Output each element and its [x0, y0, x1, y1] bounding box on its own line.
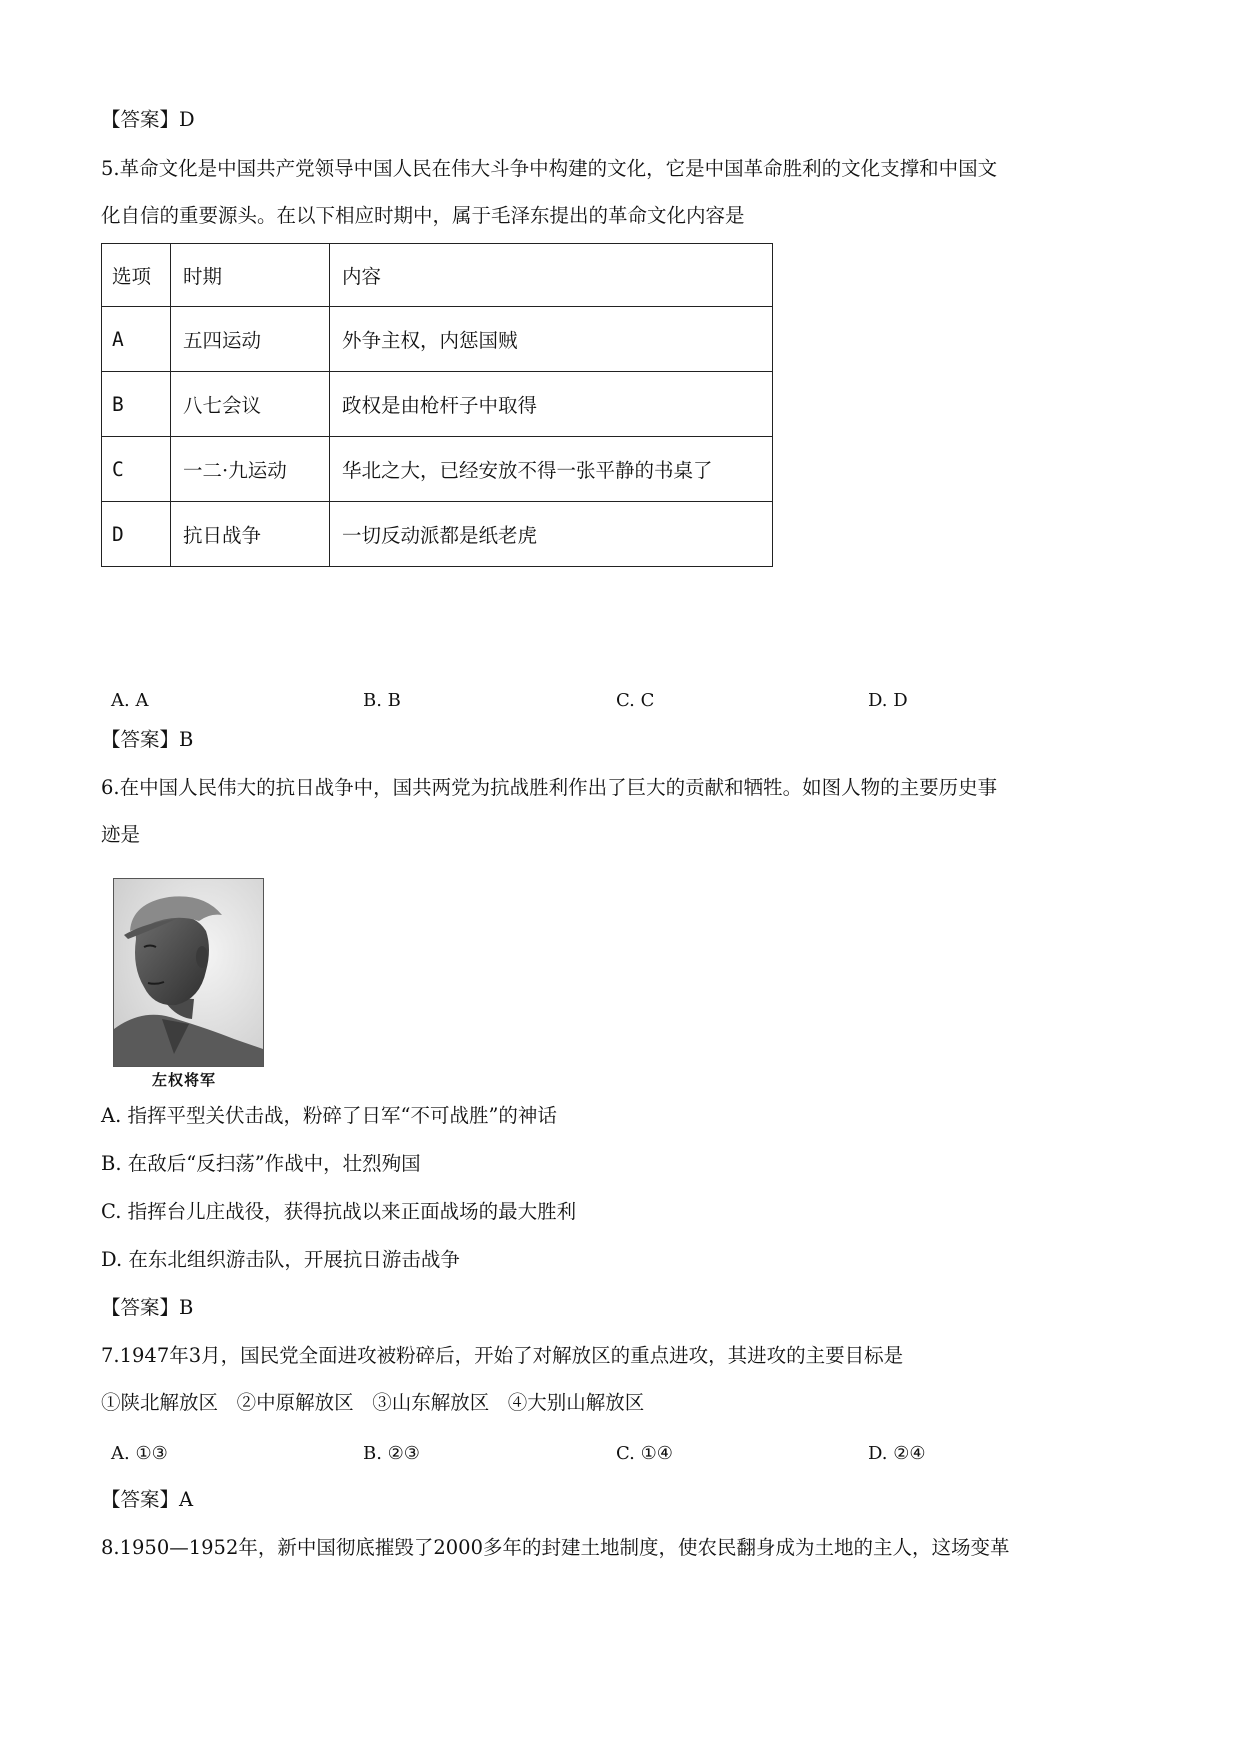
table-header-row	[102, 244, 773, 307]
header-period: 时期	[171, 244, 330, 307]
row-period: 八七会议	[171, 372, 330, 437]
q7-answer: 【答案】A	[101, 1488, 194, 1511]
q7-stem: 7.1947年3月，国民党全面进攻被粉碎后，开始了对解放区的重点进攻，其进攻的主要目标是	[101, 1344, 904, 1367]
q6-stem-line2: 迹是	[101, 823, 141, 846]
row-period: 五四运动	[171, 307, 330, 372]
q5-option-a: A. A	[111, 690, 149, 711]
q6-option-a: A. 指挥平型关伏击战，粉碎了日军“不可战胜”的神话	[101, 1104, 557, 1127]
q6-answer: 【答案】B	[101, 1296, 194, 1319]
q5-option-d: D. D	[868, 690, 908, 711]
row-content: 外争主权，内惩国贼	[330, 307, 773, 372]
header-content: 内容	[330, 244, 773, 307]
q5-stem-line1: 5.革命文化是中国共产党领导中国人民在伟大斗争中构建的文化，它是中国革命胜利的文化支撑和中国文	[101, 157, 998, 180]
q7-option-a: A. ①③	[111, 1443, 168, 1464]
q6-stem-line1: 6.在中国人民伟大的抗日战争中，国共两党为抗战胜利作出了巨大的贡献和牺牲。如图人物的主要历史事	[101, 776, 998, 799]
q6-option-b: B. 在敌后“反扫荡”作战中，壮烈殉国	[101, 1152, 421, 1175]
answer-prev: 【答案】D	[101, 108, 195, 131]
table-row	[102, 307, 773, 372]
q6-option-d: D. 在东北组织游击队，开展抗日游击战争	[101, 1248, 460, 1271]
table-row	[102, 502, 773, 567]
table-row	[102, 372, 773, 437]
header-option: 选项	[102, 244, 171, 307]
q7-option-c: C. ①④	[616, 1443, 673, 1464]
row-option: B	[102, 372, 171, 437]
row-period: 一二·九运动	[171, 437, 330, 502]
photo-caption: 左权将军	[152, 1071, 217, 1089]
table-row	[102, 437, 773, 502]
row-option: A	[102, 307, 171, 372]
q7-option-d: D. ②④	[868, 1443, 926, 1464]
q8-stem: 8.1950—1952年，新中国彻底摧毁了2000多年的封建土地制度，使农民翻身成为土地的主人，这场变革	[101, 1536, 1010, 1559]
row-content: 一切反动派都是纸老虎	[330, 502, 773, 567]
q6-option-c: C. 指挥台儿庄战役，获得抗战以来正面战场的最大胜利	[101, 1200, 577, 1223]
portrait-illustration	[114, 879, 263, 1066]
row-period: 抗日战争	[171, 502, 330, 567]
portrait-photo	[113, 878, 264, 1067]
row-content: 政权是由枪杆子中取得	[330, 372, 773, 437]
q5-answer: 【答案】B	[101, 728, 194, 751]
row-content: 华北之大，已经安放不得一张平静的书桌了	[330, 437, 773, 502]
q7-option-b: B. ②③	[363, 1443, 420, 1464]
q5-option-b: B. B	[363, 690, 401, 711]
q5-stem-line2: 化自信的重要源头。在以下相应时期中，属于毛泽东提出的革命文化内容是	[101, 204, 745, 227]
row-option: D	[102, 502, 171, 567]
row-option: C	[102, 437, 171, 502]
q5-option-c: C. C	[616, 690, 655, 711]
q5-table	[101, 243, 773, 567]
q7-items: ①陕北解放区 ②中原解放区 ③山东解放区 ④大别山解放区	[101, 1391, 645, 1414]
